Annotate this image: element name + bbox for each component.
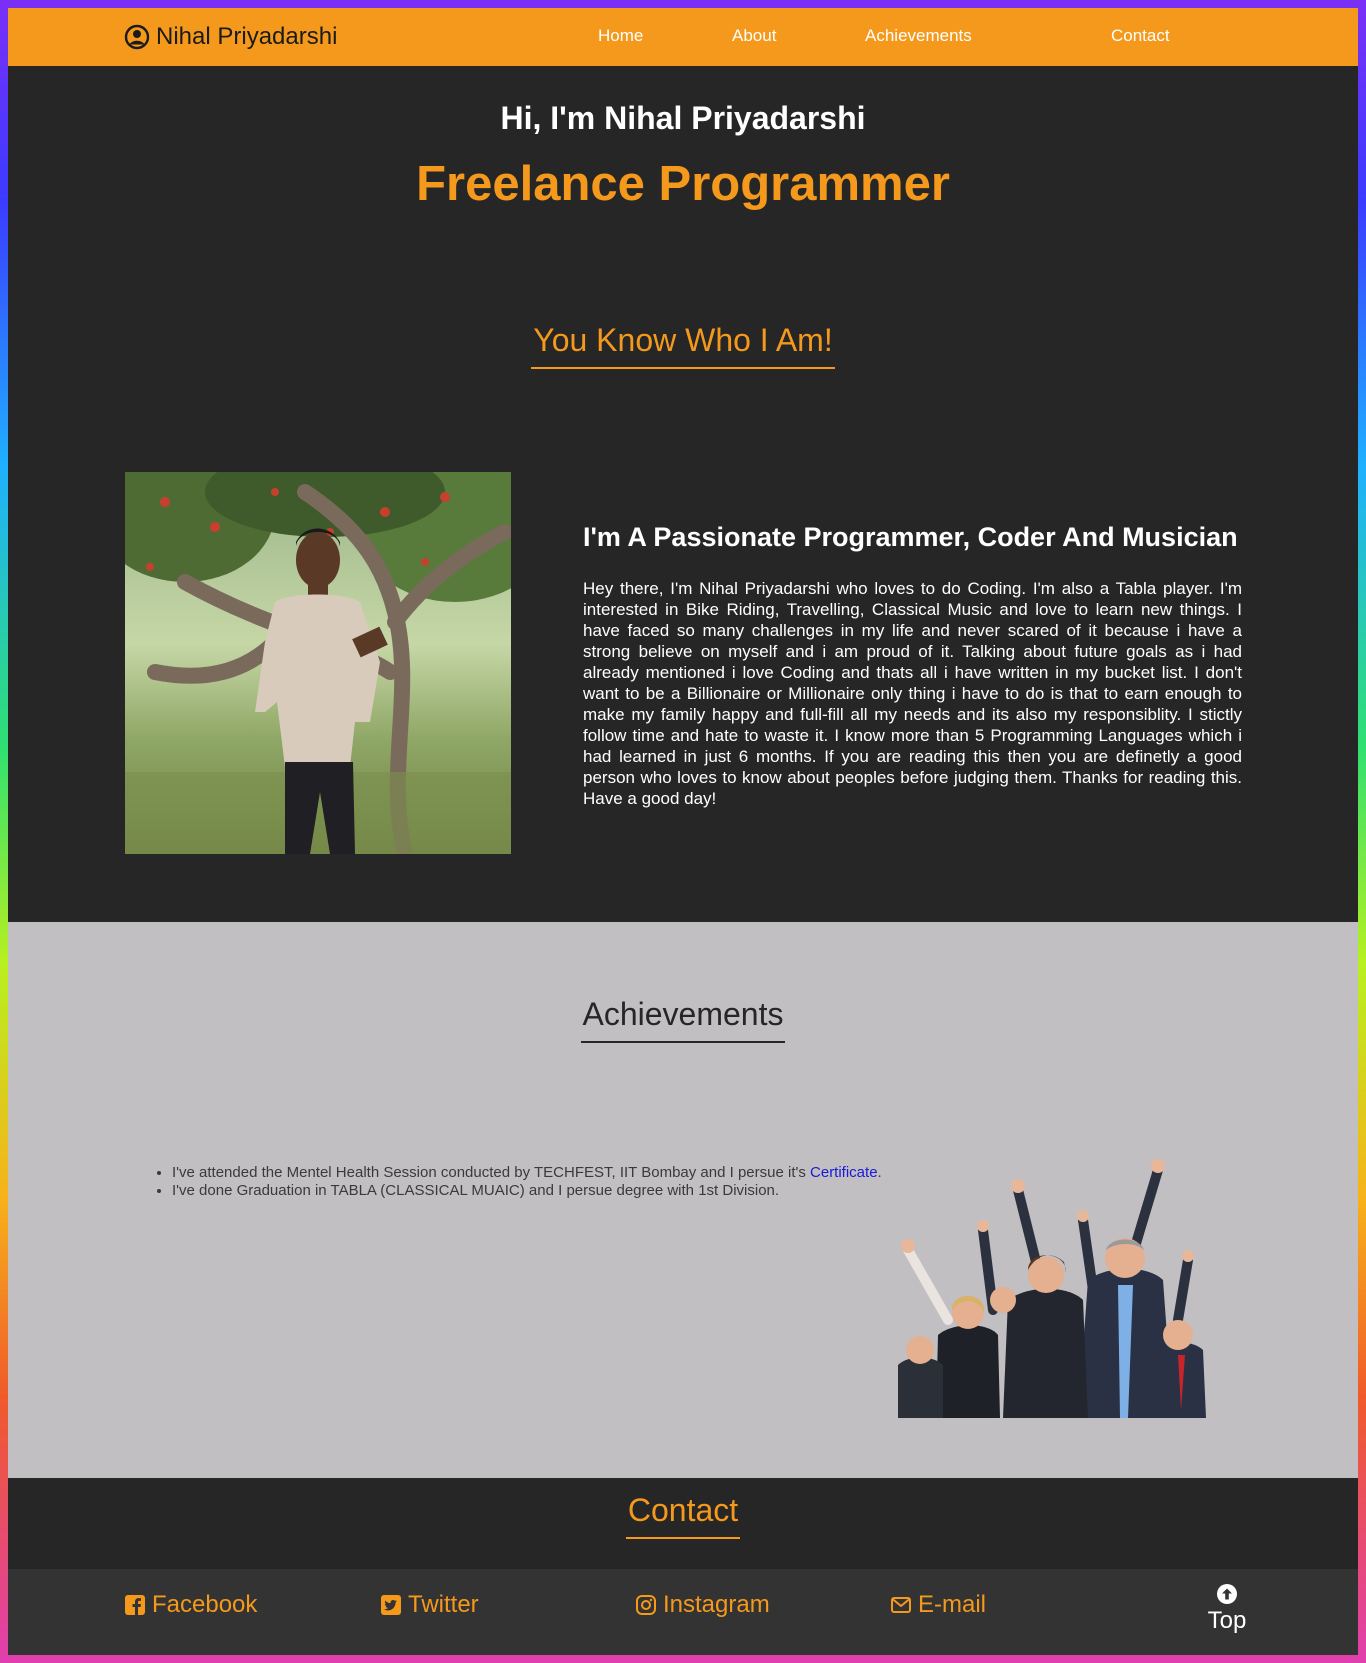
nav-about-link[interactable]: About [732,26,777,45]
arrow-up-circle-icon [1216,1583,1238,1605]
hero-role: Freelance Programmer [416,157,950,211]
nav-achievements-link[interactable]: Achievements [865,26,972,45]
facebook-label: Facebook [152,1591,258,1618]
back-to-top-button[interactable] [1202,1583,1252,1635]
achievements-section-title [8,996,1358,1043]
twitter-link[interactable] [380,1591,479,1619]
brand[interactable] [124,22,337,52]
facebook-icon [124,1594,146,1616]
about-title-text: You Know Who I Am! [531,322,834,369]
certificate-link[interactable]: Certificate [810,1164,878,1181]
navbar [8,8,1358,66]
facebook-link[interactable] [124,1591,257,1619]
hero-greeting: Hi, I'm Nihal Priyadarshi [500,100,866,136]
page-frame [8,8,1358,1655]
nav-contact-link[interactable]: Contact [1111,26,1170,45]
achievement-1-end: . [877,1164,882,1181]
achievement-2-text: I've done Graduation in TABLA (CLASSICAL MUAIC) and I persue degree with 1st Division. [172,1182,780,1199]
list-item [172,1182,892,1200]
achievement-1-text: I've attended the Mentel Health Session conducted by TECHFEST, IIT Bombay and I persue it's [172,1164,811,1181]
twitter-label: Twitter [408,1591,479,1618]
nav-home-link[interactable]: Home [598,26,644,45]
envelope-icon [890,1594,912,1616]
about-body-text: Hey there, I'm Nihal Priyadarshi who loves to do Coding. I'm also a Tabla player. I'm interested in Bike Riding, Travelling, Classical Music and love to learn new things. I have faced so many challenges in my life and never scared of it because i have a strong believe on myself and i am proud of it. Talking about future goals as i had already mentioned i love Coding and thats all i have written in my bucket list. I don't want to be a Billionaire or Millionaire only thing i have to do is that to earn enough to make my family happy and full-fill all my needs and its also my responsiblity. I stictly follow time and hate to waste it. I know more than 5 Programming Languages which i had learned in just 6 months. If you are reading this then you are definetly a good person who loves to know about peoples before judging them. Thanks for reading this. Have a good day! [583,579,1242,808]
achievements-section [8,922,1358,1478]
footer [8,1569,1358,1655]
contact-section-title [8,1492,1358,1539]
about-section-title [8,322,1358,369]
top-label: Top [1207,1607,1247,1634]
twitter-icon [380,1594,402,1616]
email-link[interactable] [890,1591,986,1619]
achievements-title-text: Achievements [581,996,786,1043]
celebrating-team-image [888,1150,1208,1418]
list-item [172,1164,892,1182]
user-circle-icon [124,24,150,50]
achievements-list [156,1164,892,1200]
email-label: E-mail [918,1591,987,1618]
about-heading: I'm A Passionate Programmer, Coder And Musician [583,522,1238,552]
instagram-link[interactable] [635,1591,770,1619]
brand-name: Nihal Priyadarshi [156,23,338,50]
instagram-icon [635,1594,657,1616]
instagram-label: Instagram [663,1591,770,1618]
profile-photo [125,472,511,854]
contact-title-text: Contact [626,1492,740,1539]
